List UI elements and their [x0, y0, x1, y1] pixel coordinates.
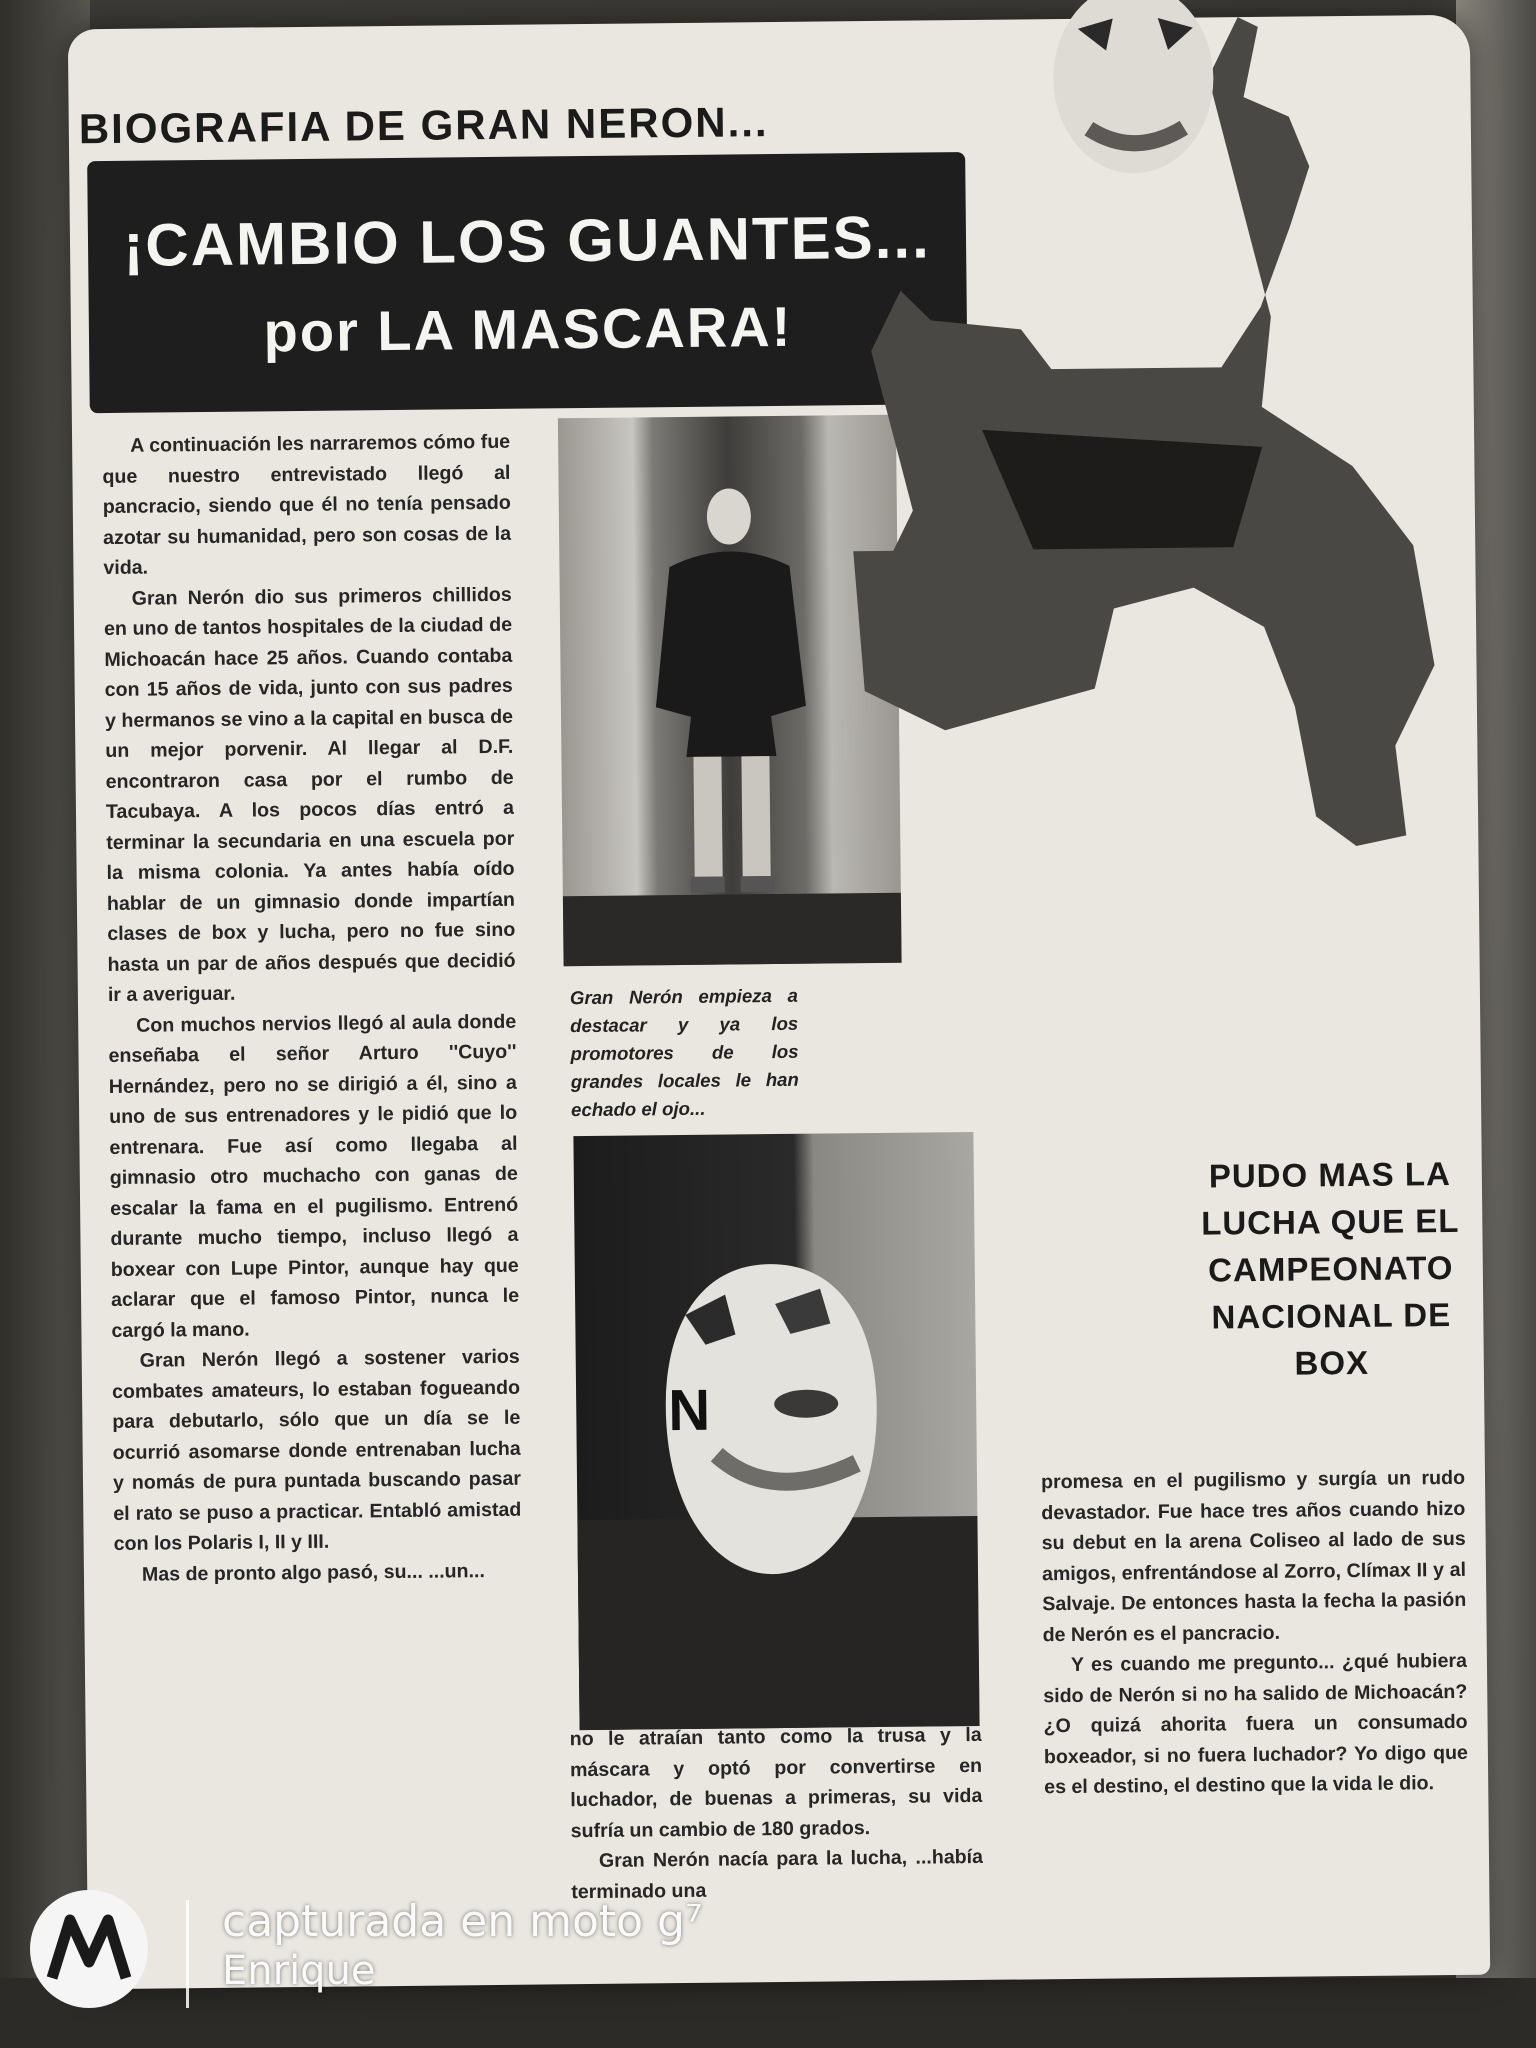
- magazine-page: [68, 15, 1490, 1990]
- photo-caption: Gran Nerón empieza a destacar y ya los promotores de los grandes locales le han echado el ojo...: [569, 984, 799, 1121]
- watermark-author: Enrique: [222, 1948, 376, 1994]
- motorola-logo-icon: [30, 1890, 148, 2008]
- paragraph: Gran Nerón nacía para la lucha, ...había terminado una: [571, 1845, 984, 1903]
- paragraph: promesa en el pugilismo y surgía un rudo devastador. Fue hace tres años cuando hizo su debut en la arena Coliseo al lado de sus amigos, enfrentándose al Zorro, Clímax II y al Salvaje. De entonces hasta la fecha la pasión de Nerón es el pancracio.: [1040, 1466, 1467, 1646]
- paragraph: Con muchos nervios llegó al aula donde enseñaba el señor Arturo ''Cuyo'' Hernández, pero no se dirigió a él, sino a uno de sus entrenadores y le pidió que lo entrenara. Fue así como llegaba al gimnasio otro muchacho con ganas de escalar la fama en el pugilismo. Entrenó durante mucho tiempo, incluso llegó a boxear con Lupe Pintor, aunque hay que aclarar que el famoso Pintor, nunca le cargó la mano.: [108, 1010, 520, 1342]
- photo-masked-portrait: [573, 1132, 979, 1730]
- article-column-left: [102, 427, 526, 1961]
- paragraph: Gran Nerón llegó a sostener varios combates amateurs, lo estaban fogueando para debutarlo, sólo que un día se le ocurrió asomarse donde entrenaban lucha y nomás de pura puntada buscando pasar el rato se puso a practicar. Entabló amistad con los Polaris I, II y III.: [111, 1345, 522, 1555]
- paragraph: Mas de pronto algo pasó, su... ...un...: [141, 1559, 485, 1586]
- paragraph: Gran Nerón dio sus primeros chillidos en uno de tantos hospitales de la ciudad de Michoacán hace 25 años. Cuando contaba con 15 años de vida, junto con sus padres y hermanos se vino a la capital en busca de un mejor porvenir. Al llegar al D.F. encontraron casa por el rumbo de Tacubaya. A los pocos días entró a terminar la secundaria en una escuela por la misma colonia. Ya antes había oído hablar de un gimnasio donde impartían clases de box y lucha, pero no fue sino hasta un par de años después que decidió ir a averiguar.: [103, 583, 516, 1007]
- article-column-right: [1041, 1463, 1470, 1957]
- mask-letter: N: [667, 1377, 711, 1444]
- paragraph: no le atraían tanto como la trusa y la máscara y optó por convertirse en luchador, de buenas a primeras, su vida sufría un cambio de 180 grados.: [569, 1723, 983, 1842]
- paragraph: Y es cuando me pregunto... ¿qué hubiera sido de Nerón si no ha salido de Michoacán? ¿O quizá ahorita fuera un consumado boxeador, si no fuera luchador? Yo digo que es el destino, el destino que la vida le dio.: [1043, 1649, 1469, 1799]
- article-kicker: BIOGRAFIA DE GRAN NERON...: [78, 98, 769, 153]
- watermark-caption: capturada en moto g⁷: [222, 1896, 703, 1947]
- mask-portrait-figure: [645, 1253, 898, 1586]
- watermark-divider: [186, 1900, 189, 2008]
- headline-line-1: ¡CAMBIO LOS GUANTES...: [123, 203, 932, 279]
- paragraph: A continuación les narraremos cómo fue que nuestro entrevistado llegó al pancracio, siendo que él no tenía pensado azotar su humanidad, pero son cosas de la vida.: [102, 430, 512, 580]
- kneeling-wrestler-cutout: [787, 0, 1509, 1102]
- side-heading: PUDO MAS LA LUCHA QUE EL CAMPEONATO NACIONAL DE BOX: [1201, 1154, 1460, 1382]
- headline-line-2: por LA MASCARA!: [263, 294, 793, 364]
